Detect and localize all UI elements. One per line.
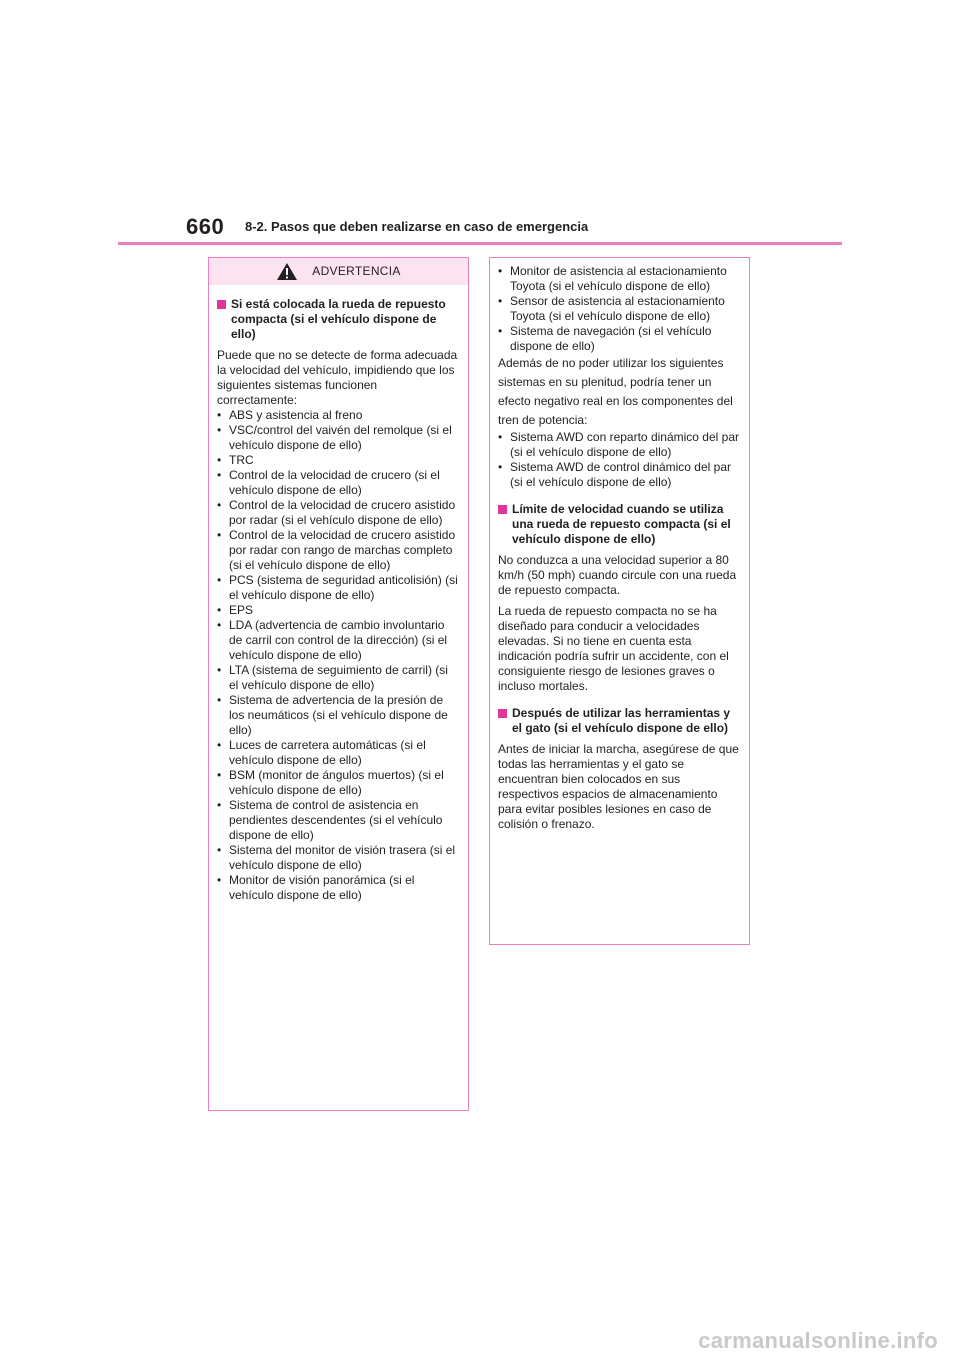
paragraph: Antes de iniciar la marcha, asegúrese de que todas las herramientas y el gato se encuentran bien colocados en sus respectivos espacios de almacenamiento para evitar posibles lesiones en caso de colisión o frenazo.	[498, 742, 739, 831]
warning-triangle-icon	[276, 262, 298, 281]
warning-box-right	[489, 257, 750, 945]
section-heading	[217, 297, 460, 342]
list-item: • Sistema AWD con reparto dinámico del par (si el vehículo dispone de ello)	[498, 430, 741, 460]
heading-text: Después de utilizar las herramientas y el gato (si el vehículo dispone de ello)	[512, 706, 731, 735]
list-item: • Sistema de navegación (si el vehículo dispone de ello)	[498, 324, 741, 354]
bullet-list	[217, 408, 460, 903]
list-item: • Control de la velocidad de crucero (si el vehículo dispone de ello)	[217, 468, 460, 498]
list-item: • ABS y asistencia al freno	[217, 408, 460, 423]
list-item: • Control de la velocidad de crucero asistido por radar con rango de marchas completo (si el vehículo dispone de ello)	[217, 528, 460, 573]
warning-box-left	[208, 257, 469, 1111]
heading-square-icon	[498, 709, 507, 718]
warning-title: ADVERTENCIA	[312, 264, 401, 278]
list-item: • Sensor de asistencia al estacionamiento Toyota (si el vehículo dispone de ello)	[498, 294, 741, 324]
list-item: • VSC/control del vaivén del remolque (si el vehículo dispone de ello)	[217, 423, 460, 453]
list-item: • LTA (sistema de seguimiento de carril) (si el vehículo dispone de ello)	[217, 663, 460, 693]
list-item: • Sistema de advertencia de la presión de los neumáticos (si el vehículo dispone de ello)	[217, 693, 460, 738]
paragraph: Además de no poder utilizar los siguientes sistemas en su plenitud, podría tener un efecto negativo real en los componentes del tren de potencia:	[498, 356, 733, 427]
section-title: 8-2. Pasos que deben realizarse en caso de emergencia	[245, 219, 589, 234]
list-item: • LDA (advertencia de cambio involuntario de carril con control de la dirección) (si el vehículo dispone de ello)	[217, 618, 460, 663]
heading-text: Si está colocada la rueda de repuesto compacta (si el vehículo dispone de ello)	[231, 297, 446, 341]
heading-text: Límite de velocidad cuando se utiliza una rueda de repuesto compacta (si el vehículo dispone de ello)	[512, 502, 731, 546]
bullet-list	[498, 430, 741, 490]
watermark: carmanualsonline.info	[698, 1328, 938, 1353]
heading-square-icon	[498, 505, 507, 514]
warning-header	[209, 258, 468, 285]
header-rule	[118, 242, 842, 245]
page-number: 660	[186, 214, 225, 239]
list-item: • Control de la velocidad de crucero asistido por radar (si el vehículo dispone de ello)	[217, 498, 460, 528]
bullet-list	[498, 264, 741, 354]
list-item: • Monitor de visión panorámica (si el vehículo dispone de ello)	[217, 873, 460, 903]
section-heading	[498, 502, 741, 547]
list-item: • PCS (sistema de seguridad anticolisión) (si el vehículo dispone de ello)	[217, 573, 460, 603]
list-item: • Sistema AWD de control dinámico del par (si el vehículo dispone de ello)	[498, 460, 741, 490]
heading-square-icon	[217, 300, 226, 309]
paragraph: No conduzca a una velocidad superior a 80 km/h (50 mph) cuando circule con una rueda de repuesto compacta.	[498, 553, 737, 597]
list-item: • EPS	[217, 603, 460, 618]
list-item: • Sistema de control de asistencia en pendientes descendentes (si el vehículo dispone de ello)	[217, 798, 460, 843]
paragraph: Puede que no se detecte de forma adecuada la velocidad del vehículo, impidiendo que los siguientes sistemas funcionen correctamente:	[217, 348, 458, 407]
list-item: • BSM (monitor de ángulos muertos) (si el vehículo dispone de ello)	[217, 768, 460, 798]
list-item: • Luces de carretera automáticas (si el vehículo dispone de ello)	[217, 738, 460, 768]
section-heading	[498, 706, 741, 736]
list-item: • TRC	[217, 453, 460, 468]
paragraph: La rueda de repuesto compacta no se ha diseñado para conducir a velocidades elevadas. Si no tiene en cuenta esta indicación podría sufrir un accidente, con el consiguiente riesgo de lesiones graves o incluso mortales.	[498, 604, 729, 693]
list-item: • Sistema del monitor de visión trasera (si el vehículo dispone de ello)	[217, 843, 460, 873]
list-item: • Monitor de asistencia al estacionamiento Toyota (si el vehículo dispone de ello)	[498, 264, 741, 294]
